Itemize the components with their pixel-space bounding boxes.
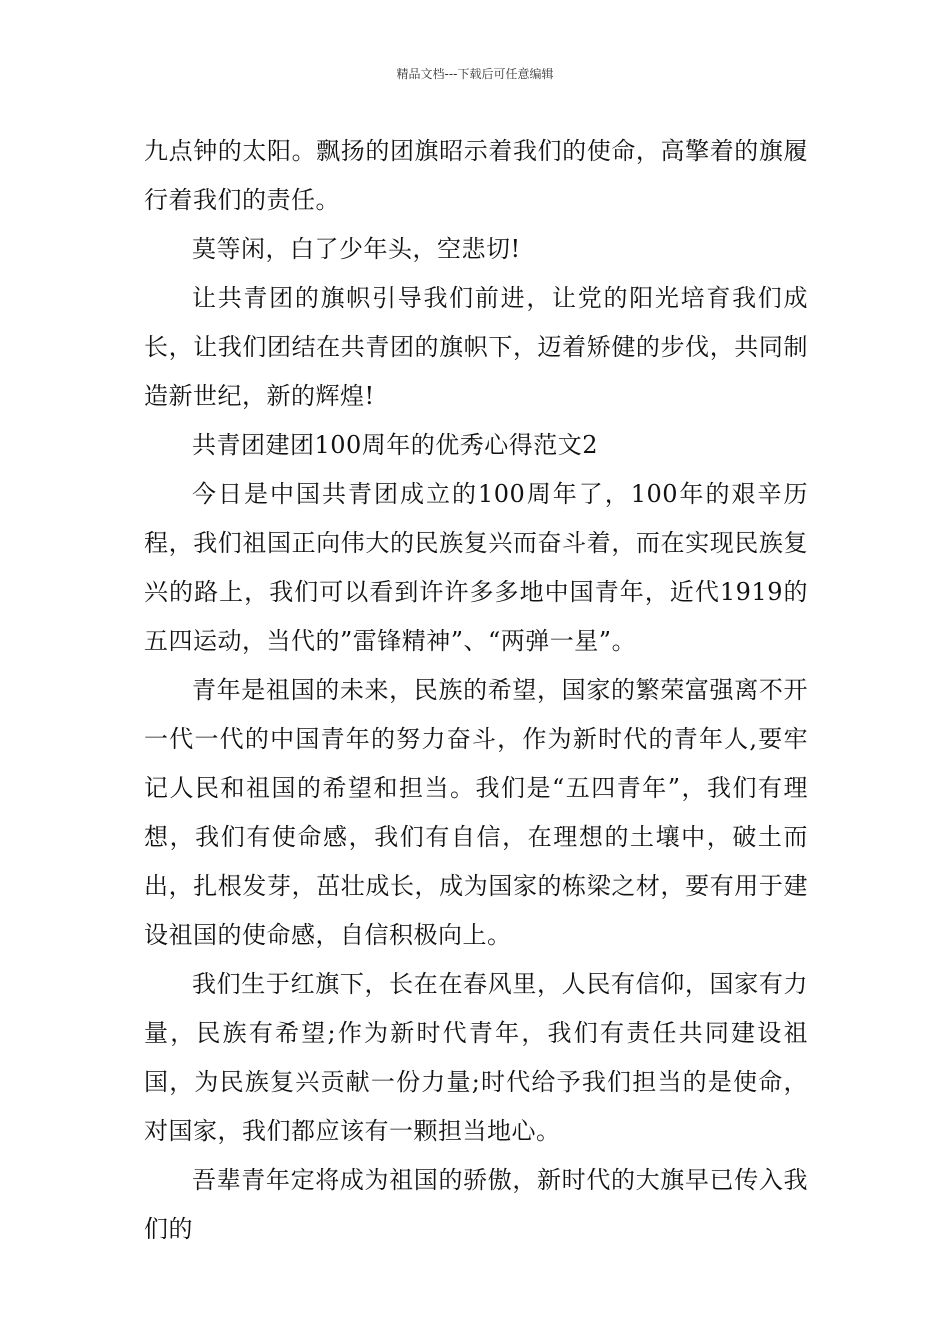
paragraph-4: 今日是中国共青团成立的100周年了，100年的艰辛历程，我们祖国正向伟大的民族复兴而奋斗着，而在实现民族复兴的路上，我们可以看到许许多多地中国青年，近代1919的五四运动，当代的”雷锋精神”、“两弹一星”。 bbox=[144, 480, 808, 655]
paragraph-7: 吾辈青年定将成为祖国的骄傲，新时代的大旗早已传入我们的 bbox=[144, 1166, 808, 1243]
paragraph-6: 我们生于红旗下，长在在春风里，人民有信仰，国家有力量，民族有希望;作为新时代青年，我们有责任共同建设祖国，为民族复兴贡献一份力量;时代给予我们担当的是使命，对国家，我们都应该有一颗担当地心。 bbox=[144, 970, 808, 1145]
paragraph-2: 莫等闲，白了少年头，空悲切! bbox=[192, 235, 521, 263]
paragraph-5: 青年是祖国的未来，民族的希望，国家的繁荣富强离不开一代一代的中国青年的努力奋斗，作为新时代的青年人,要牢记人民和祖国的希望和担当。我们是“五四青年”，我们有理想，我们有使命感，我们有自信，在理想的土壤中，破土而出，扎根发芽，茁壮成长，成为国家的栋梁之材，要有用于建设祖国的使命感，自信积极向上。 bbox=[144, 676, 808, 949]
paragraph-3: 让共青团的旗帜引导我们前进，让党的阳光培育我们成长，让我们团结在共青团的旗帜下，迈着矫健的步伐，共同制造新世纪，新的辉煌! bbox=[144, 284, 808, 410]
paragraph-1: 九点钟的太阳。飘扬的团旗昭示着我们的使命，高擎着的旗履行着我们的责任。 bbox=[144, 137, 808, 214]
page-header: 精品文档---下载后可任意编辑 bbox=[396, 67, 554, 81]
document-body bbox=[144, 127, 808, 1254]
section-title: 共青团建团100周年的优秀心得范文2 bbox=[192, 431, 599, 459]
